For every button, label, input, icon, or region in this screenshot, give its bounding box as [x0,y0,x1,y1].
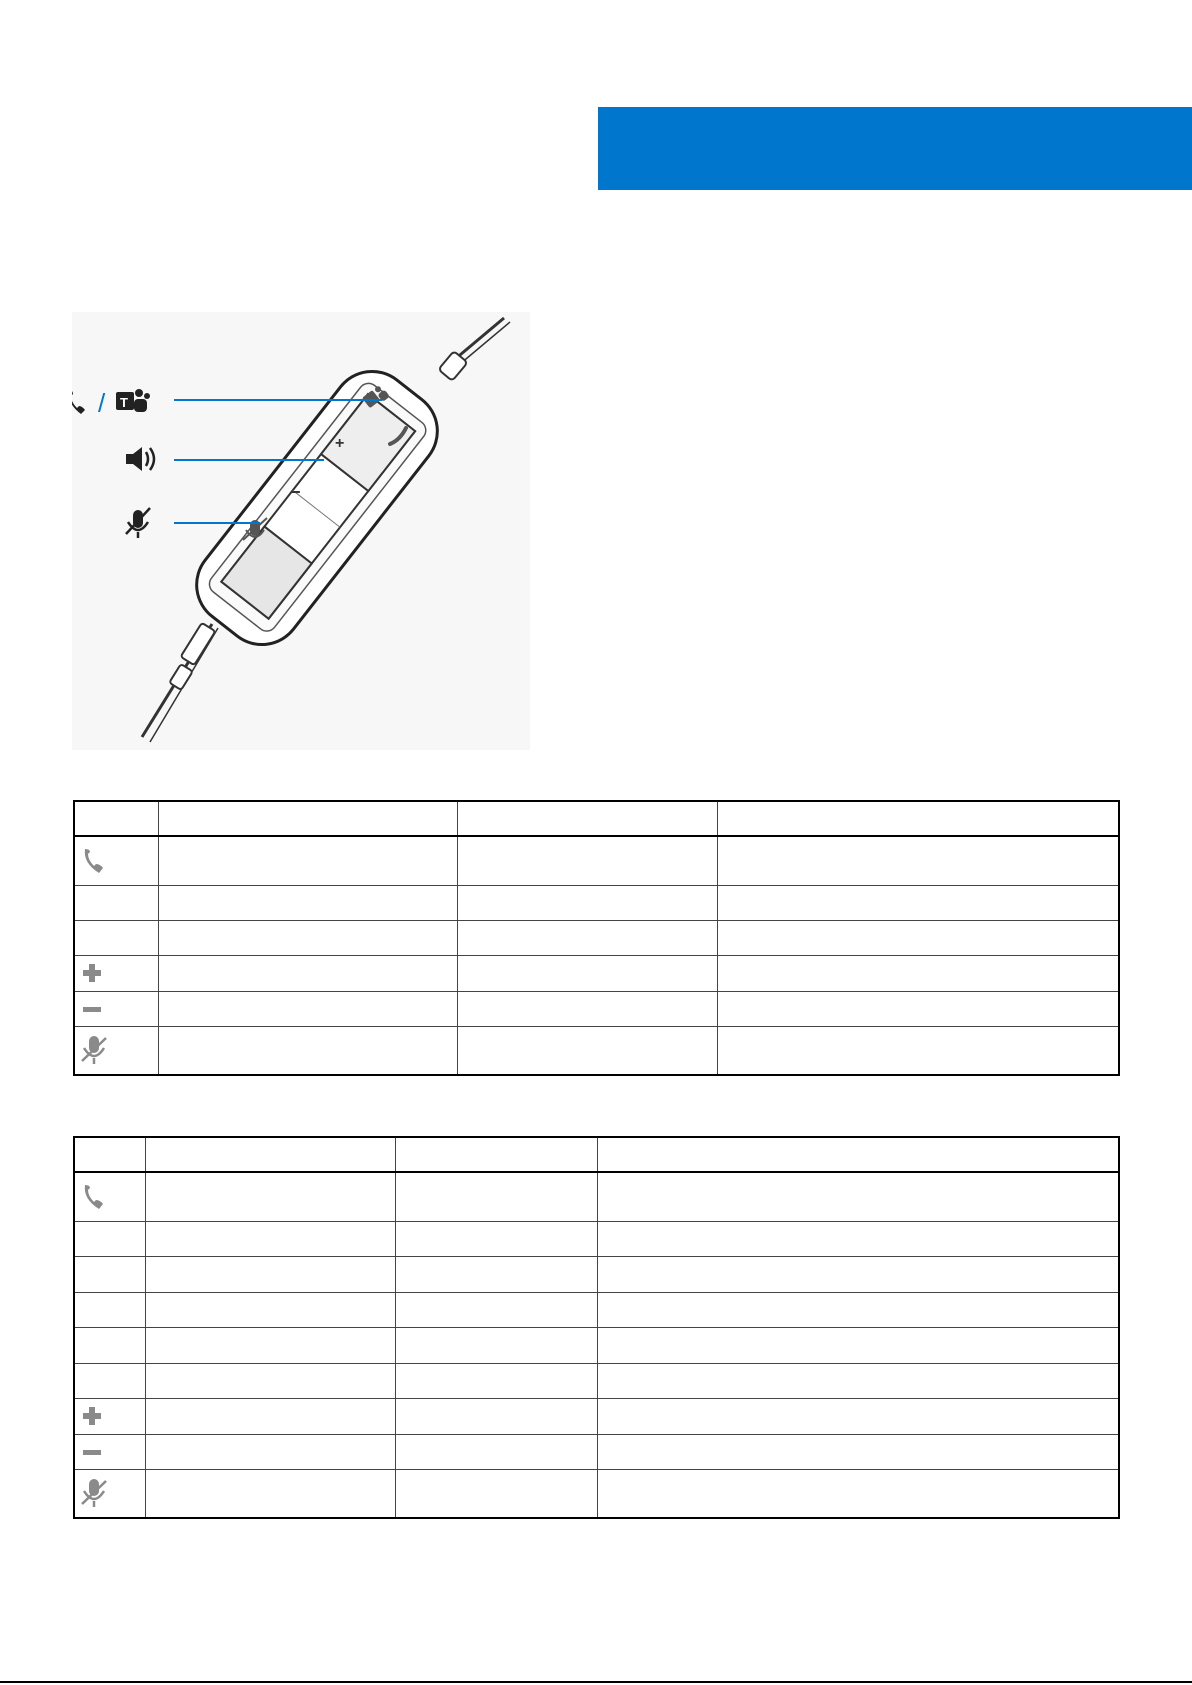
header-banner [598,107,1192,190]
page-bottom-rule [0,1681,1192,1683]
table-row [74,836,1119,885]
headset-controller-illustration [72,312,530,750]
device-minus-key: − [290,482,301,502]
mute-icon [81,1477,107,1509]
table-row [74,885,1119,920]
table-header-row [74,801,1119,836]
table-row [74,920,1119,955]
table-row [74,1221,1119,1256]
minus-icon [81,1441,103,1463]
table-row [74,1172,1119,1221]
controls-table-1 [73,800,1120,1076]
plus-icon [81,962,103,984]
table-row [74,1398,1119,1434]
table-row [74,1434,1119,1469]
callout-separator: / [98,388,106,418]
table-row [74,1026,1119,1075]
device-plus-key: + [335,435,345,452]
table-row [74,1363,1119,1398]
plus-icon [81,1405,103,1427]
table-row [74,1469,1119,1518]
table-row [74,1292,1119,1327]
table-header-row [74,1137,1119,1172]
phone-icon [81,1183,107,1211]
table-row [74,1327,1119,1363]
table-row [74,955,1119,991]
mute-icon [81,1034,107,1066]
minus-icon [81,998,103,1020]
table-row [74,991,1119,1026]
phone-icon [81,847,107,875]
controls-table-2 [73,1136,1120,1519]
table-row [74,1256,1119,1292]
svg-text:T: T [120,395,128,410]
